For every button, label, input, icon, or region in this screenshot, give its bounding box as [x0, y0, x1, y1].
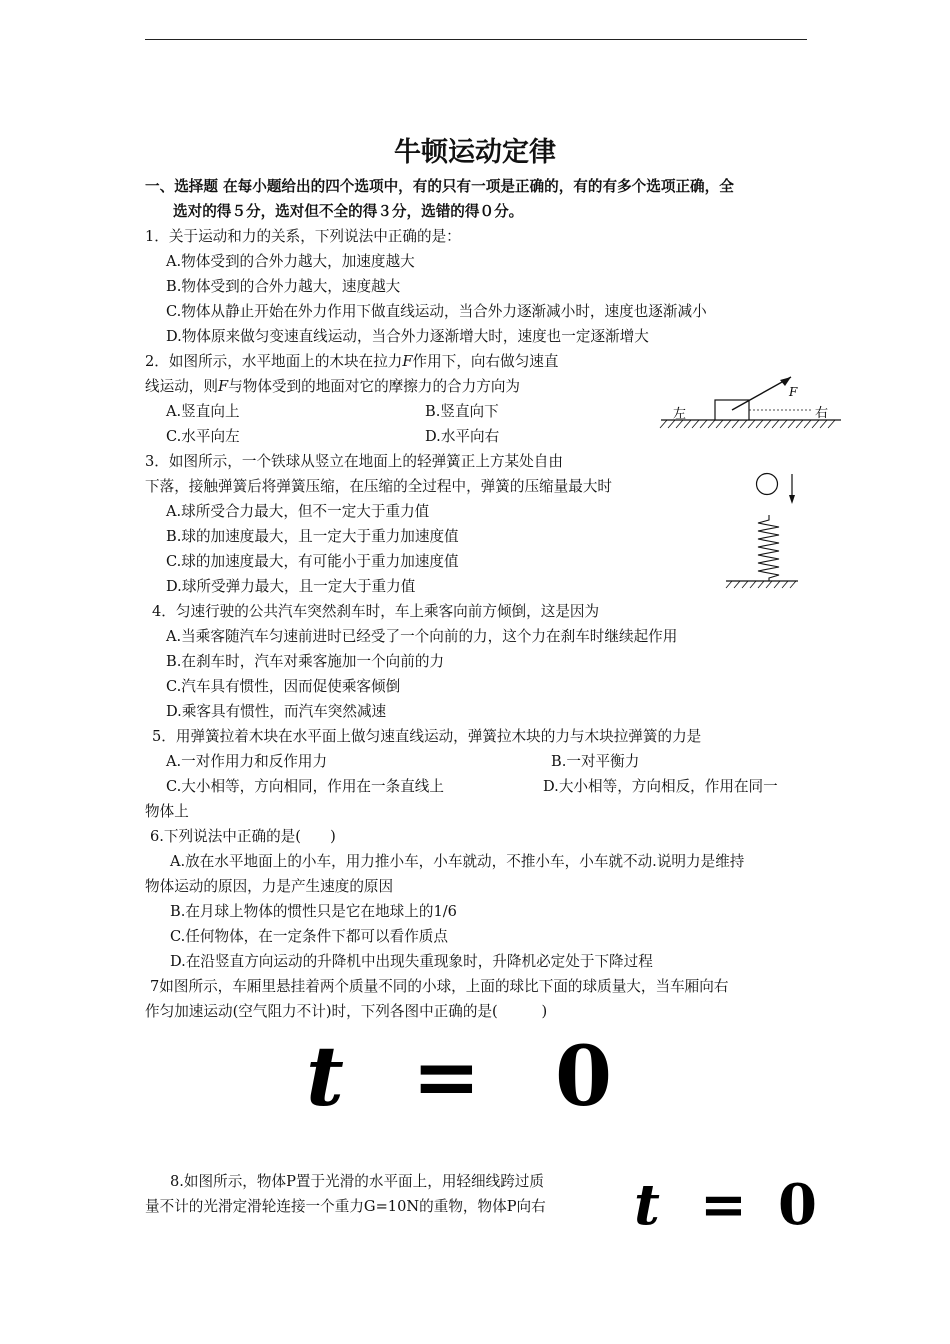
left-label: 左 — [673, 407, 687, 422]
q2-stem-part1: 2．如图所示，水平地面上的木块在拉力 — [145, 353, 403, 370]
q5-option-a: A.一对作用力和反作用力 — [166, 753, 328, 770]
q5-option-c: C.大小相等，方向相同，作用在一条直线上 — [166, 778, 444, 795]
q6-option-d: D.在沿竖直方向运动的升降机中出现失重现象时，升降机必定处于下降过程 — [170, 953, 653, 970]
equation-placeholder-small — [630, 1172, 835, 1234]
q7-stem: 7如图所示，车厢里悬挂着两个质量不同的小球，上面的球比下面的球质量大，当车厢向右 — [150, 978, 729, 995]
q2-force-symbol-2: F — [217, 378, 229, 395]
q2-stem-part2: 作用下，向右做匀速直 — [412, 353, 559, 370]
q2-stem-part3: 线运动，则 — [145, 378, 218, 395]
q4-option-c: C.汽车具有惯性，因而促使乘客倾倒 — [166, 678, 401, 695]
equation-zero: 0 — [555, 1035, 613, 1120]
q3-stem-cont: 下落，接触弹簧后将弹簧压缩，在压缩的全过程中，弹簧的压缩量最大时 — [145, 478, 613, 495]
q3-spring-figure — [718, 468, 808, 596]
q8-stem: 8.如图所示，物体P置于光滑的水平面上，用轻细线跨过质 — [170, 1173, 544, 1190]
q1-option-a: A.物体受到的合外力越大，加速度越大 — [166, 253, 415, 270]
q6-option-c: C.任何物体，在一定条件下都可以看作质点 — [170, 928, 448, 945]
q6-option-b: B.在月球上物体的惯性只是它在地球上的1/6 — [170, 903, 457, 920]
equation-small-zero: 0 — [778, 1172, 817, 1234]
q2-stem-part4: 与物体受到的地面对它的摩擦力的合力方向为 — [228, 378, 521, 395]
q6-option-a-cont: 物体运动的原因，力是产生速度的原因 — [145, 878, 394, 895]
section-heading-cont: 选对的得５分，选对但不全的得３分，选错的得０分。 — [173, 203, 524, 220]
spring — [758, 515, 779, 581]
q2-option-c: C.水平向左 — [166, 428, 240, 445]
header-rule — [145, 39, 807, 40]
q2-option-a: A.竖直向上 — [166, 403, 240, 420]
q3-option-c: C.球的加速度最大，有可能小于重力加速度值 — [166, 553, 459, 570]
equation-small-equals: = — [700, 1172, 747, 1234]
equation-small-t: t — [634, 1172, 660, 1234]
q6-option-a: A.放在水平地面上的小车，用力推小车，小车就动，不推小车，小车就不动.说明力是维持 — [170, 853, 745, 870]
q3-option-d: D.球所受弹力最大，且一定大于重力值 — [166, 578, 416, 595]
iron-ball — [757, 474, 778, 495]
equation-equals: = — [412, 1035, 481, 1120]
q1-option-b: B.物体受到的合外力越大，速度越大 — [166, 278, 401, 295]
q3-option-b: B.球的加速度最大，且一定大于重力加速度值 — [166, 528, 459, 545]
q1-option-c: C.物体从静止开始在外力作用下做直线运动，当合外力逐渐减小时，速度也逐渐减小 — [166, 303, 707, 320]
q8-stem-cont: 量不计的光滑定滑轮连接一个重力G=10N的重物，物体P向右 — [145, 1198, 546, 1215]
page-title: 牛顿运动定律 — [394, 137, 556, 168]
q5-stem: 5．用弹簧拉着木块在水平面上做匀速直线运动，弹簧拉木块的力与木块拉弹簧的力是 — [152, 728, 702, 745]
q5-option-d-cont: 物体上 — [145, 803, 189, 820]
q7-stem-cont: 作匀加速运动(空气阻力不计)时，下列各图中正确的是( ) — [145, 1003, 548, 1020]
right-label: 右 — [815, 406, 829, 421]
q4-option-a: A.当乘客随汽车匀速前进时已经受了一个向前的力，这个力在刹车时继续起作用 — [166, 628, 678, 645]
q6-stem: 6.下列说法中正确的是( ) — [150, 828, 336, 845]
q2-option-d: D.水平向右 — [425, 428, 500, 445]
q2-block-figure — [655, 375, 850, 437]
q2-force-symbol: F — [402, 353, 413, 370]
q2-stem-cont — [145, 378, 520, 396]
q2-option-b: B.竖直向下 — [425, 403, 499, 420]
q4-option-b: B.在刹车时，汽车对乘客施加一个向前的力 — [166, 653, 445, 670]
q1-stem: 1．关于运动和力的关系，下列说法中正确的是： — [145, 228, 461, 245]
floor-hatching — [726, 581, 796, 588]
equation-t: t — [306, 1035, 344, 1120]
equation-placeholder-large — [300, 1035, 650, 1120]
q3-stem: 3．如图所示，一个铁球从竖立在地面上的轻弹簧正上方某处自由 — [145, 453, 563, 470]
q4-stem: 4．匀速行驶的公共汽车突然刹车时，车上乘客向前方倾倒，这是因为 — [152, 603, 600, 620]
q5-option-b: B.一对平衡力 — [551, 753, 640, 770]
q1-option-d: D.物体原来做匀变速直线运动，当合外力逐渐增大时，速度也一定逐渐增大 — [166, 328, 649, 345]
q5-option-d: D.大小相等，方向相反，作用在同一 — [543, 778, 778, 795]
q2-stem — [145, 353, 558, 371]
q4-option-d: D.乘客具有惯性，而汽车突然减速 — [166, 703, 387, 720]
ground-hatching — [660, 420, 835, 428]
q3-option-a: A.球所受合力最大，但不一定大于重力值 — [166, 503, 430, 520]
section-heading: 一、选择题 在每小题给出的四个选项中，有的只有一项是正确的，有的有多个选项正确，全 — [145, 178, 734, 195]
force-label: F — [789, 385, 798, 399]
